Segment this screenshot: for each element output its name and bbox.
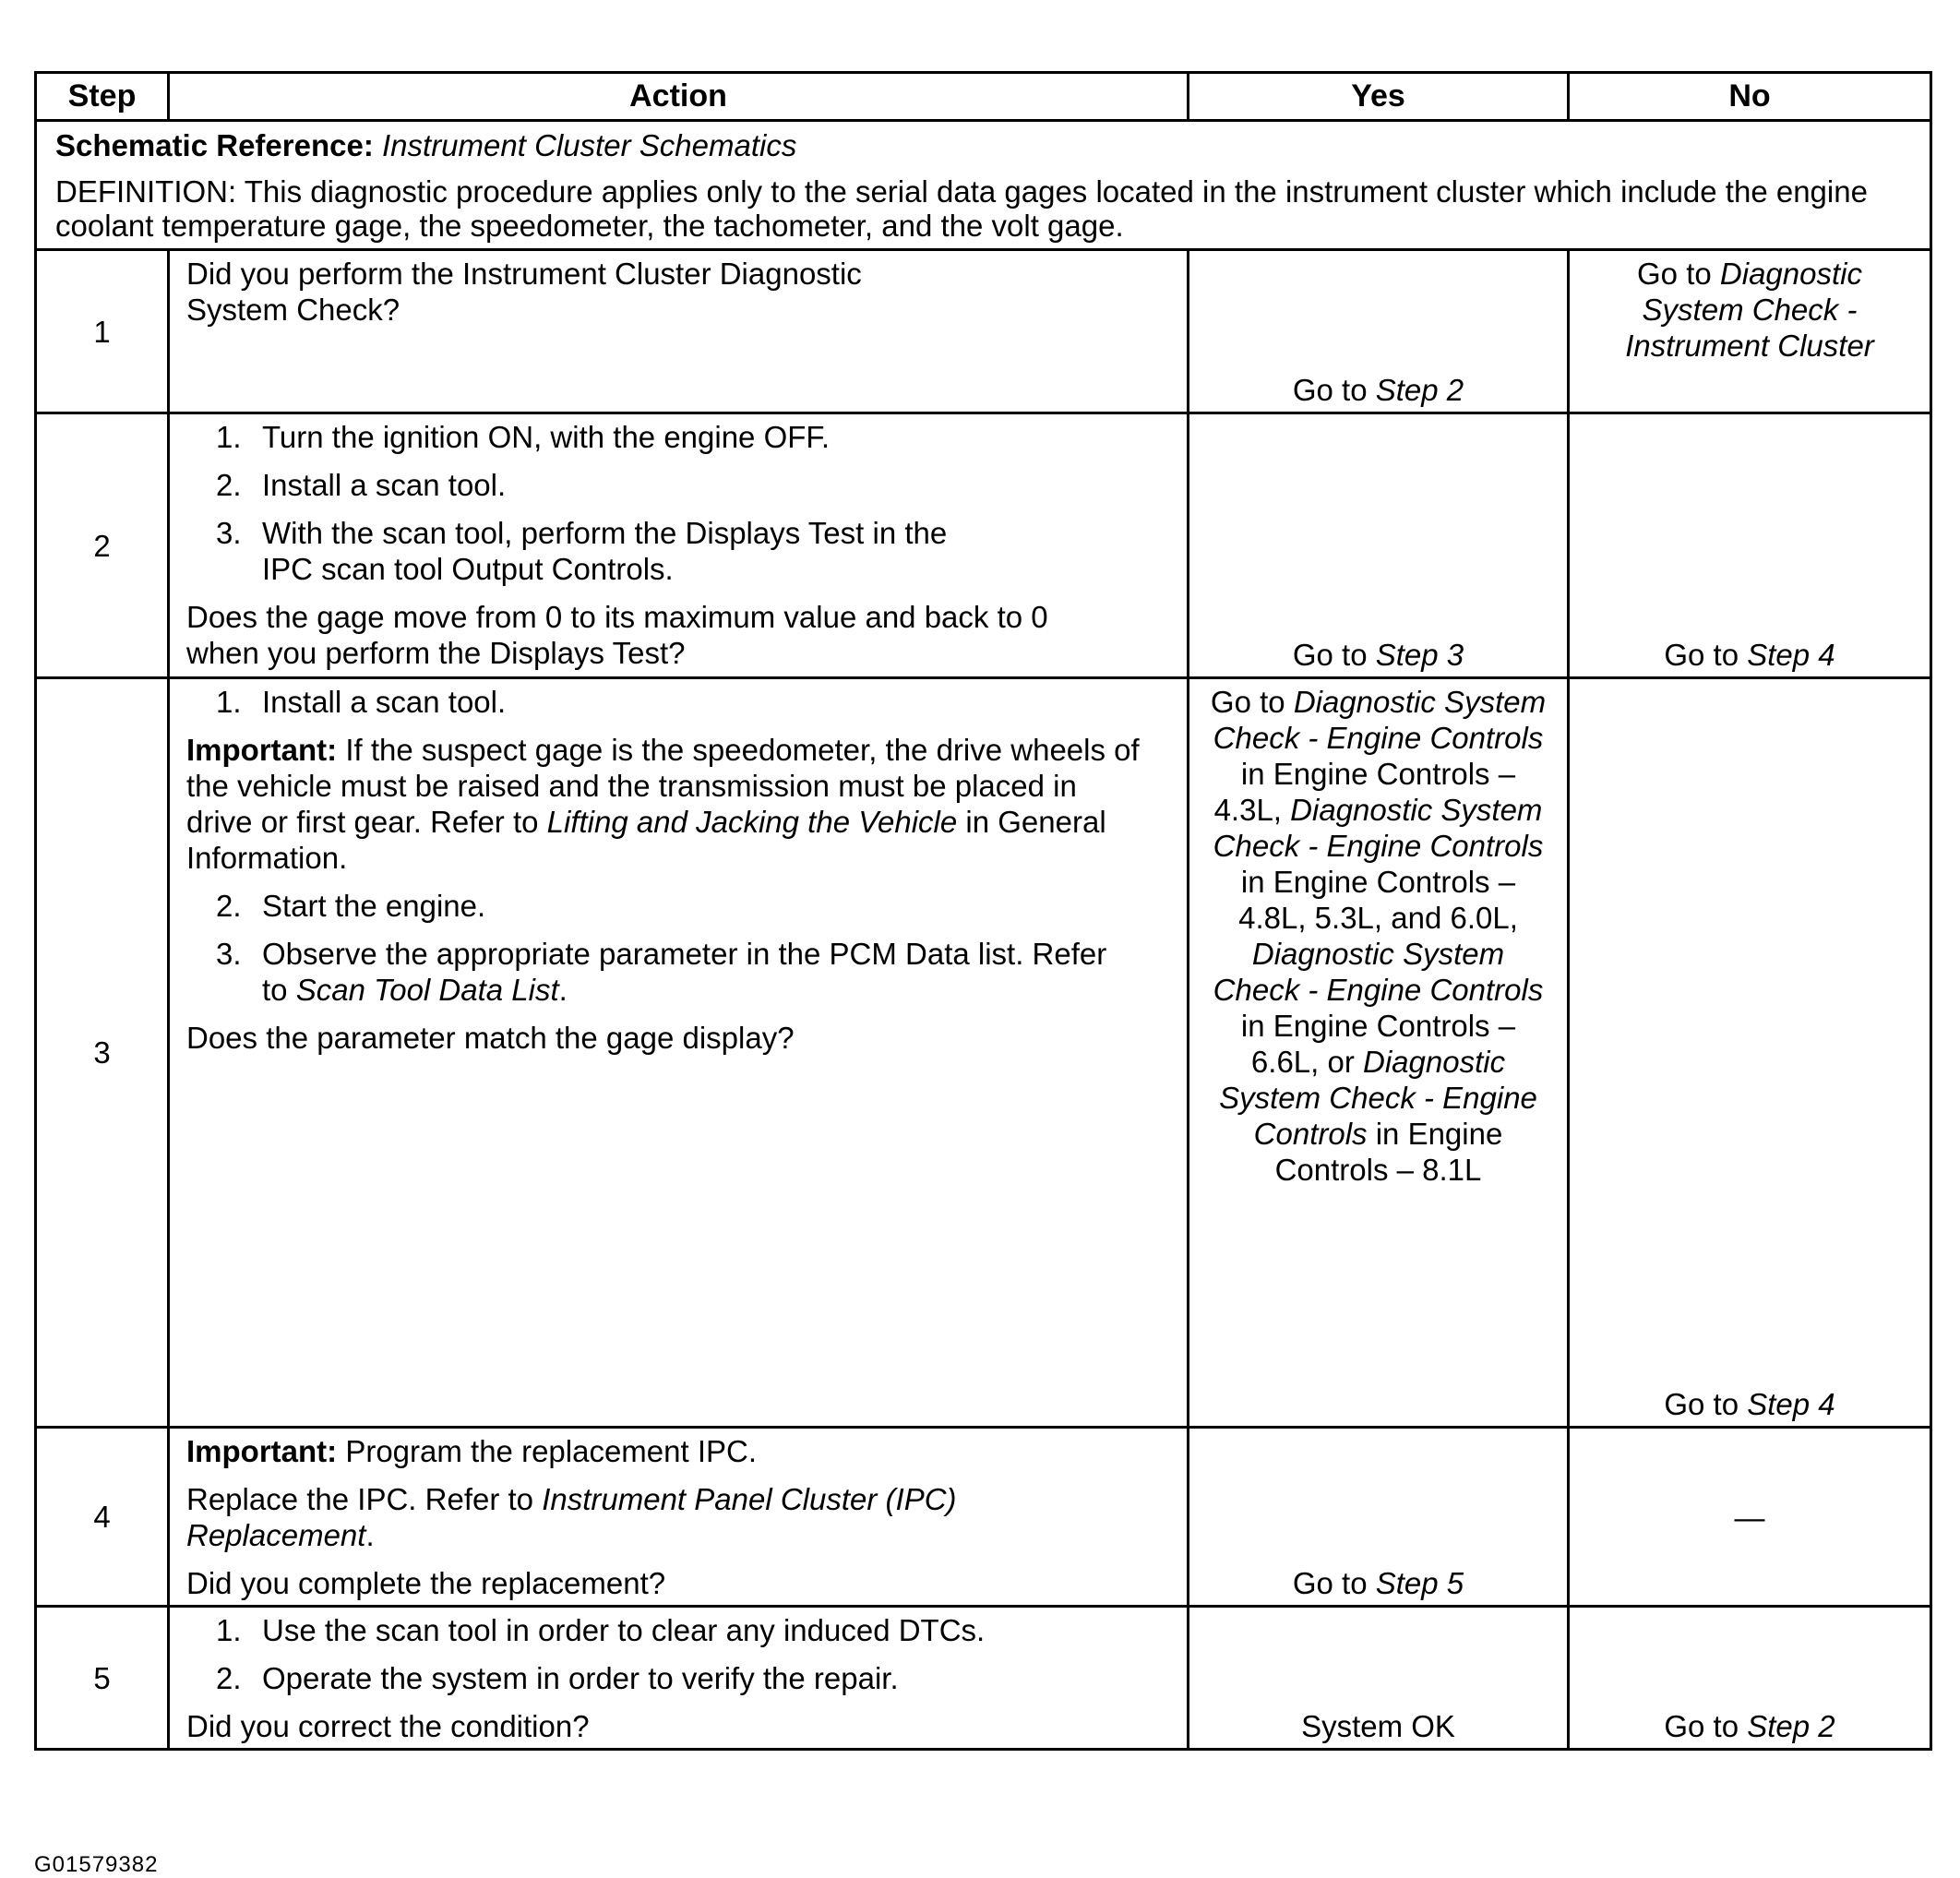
list-item bbox=[186, 515, 1174, 587]
header-step: Step bbox=[36, 73, 169, 121]
schematic-reference-value: Instrument Cluster Schematics bbox=[382, 128, 797, 162]
instruction-list bbox=[186, 419, 1174, 587]
step1-question: Did you perform the Instrument Cluster Diagnostic System Check? bbox=[186, 257, 862, 327]
step-number: 2 bbox=[36, 413, 169, 678]
instruction-list bbox=[186, 1612, 1174, 1696]
important-note bbox=[186, 732, 1146, 876]
yes-cell bbox=[1189, 678, 1569, 1428]
list-item bbox=[186, 888, 1174, 924]
instruction-list bbox=[186, 888, 1174, 1008]
yes-prefix: Go to bbox=[1292, 638, 1376, 672]
yes-text-fragment: Go to bbox=[1210, 685, 1294, 719]
list-item-text: Start the engine. bbox=[262, 889, 486, 923]
yes-cell bbox=[1189, 1428, 1569, 1607]
no-cell bbox=[1569, 678, 1931, 1428]
no-cell bbox=[1569, 413, 1931, 678]
reference-row bbox=[36, 121, 1931, 250]
link-ipc-replacement[interactable]: Instrument Panel Cluster (IPC) Replacement bbox=[186, 1482, 957, 1552]
list-item-number: 2. bbox=[216, 1661, 242, 1695]
list-item-text: Use the scan tool in order to clear any induced DTCs. bbox=[262, 1613, 986, 1647]
step4-question: Did you complete the replacement? bbox=[186, 1566, 666, 1600]
yes-text-fragment: in Engine Controls – 8.1L bbox=[1274, 1117, 1503, 1187]
important-text: Program the replacement IPC. bbox=[345, 1434, 758, 1468]
link-diagnostic-system-check-engine-controls[interactable]: Diagnostic System Check - Engine Controls bbox=[1213, 793, 1544, 863]
no-link-step-2[interactable]: Step 2 bbox=[1747, 1709, 1835, 1743]
step5-question: Did you correct the condition? bbox=[186, 1709, 590, 1743]
yes-link-step-5[interactable]: Step 5 bbox=[1375, 1566, 1464, 1600]
yes-link-step-3[interactable]: Step 3 bbox=[1375, 638, 1464, 672]
list-item-number: 2. bbox=[216, 889, 242, 923]
important-label: Important: bbox=[186, 733, 338, 767]
step-row-1 bbox=[36, 250, 1931, 413]
no-prefix: Go to bbox=[1664, 1387, 1748, 1421]
list-item bbox=[186, 467, 1174, 503]
action-cell bbox=[169, 250, 1189, 413]
list-item-text: Operate the system in order to verify the repair. bbox=[262, 1661, 899, 1695]
no-link-diagnostic-system-check[interactable]: Diagnostic System Check - Instrument Cluster bbox=[1625, 257, 1874, 363]
yes-text-fragment: in Engine Controls – 4.3L, bbox=[1213, 757, 1516, 827]
link-diagnostic-system-check-engine-controls[interactable]: Diagnostic System Check - Engine Controls bbox=[1213, 685, 1547, 755]
replace-suffix: . bbox=[365, 1518, 375, 1552]
yes-cell bbox=[1189, 413, 1569, 678]
step-number: 4 bbox=[36, 1428, 169, 1607]
list-item bbox=[186, 936, 1174, 1008]
list-item-text: Install a scan tool. bbox=[262, 685, 507, 719]
header-action: Action bbox=[169, 73, 1189, 121]
step3-question: Does the parameter match the gage display? bbox=[186, 1021, 795, 1055]
action-cell bbox=[169, 1607, 1189, 1750]
yes-cell bbox=[1189, 250, 1569, 413]
step-row-4 bbox=[36, 1428, 1931, 1607]
step-number: 5 bbox=[36, 1607, 169, 1750]
yes-prefix: Go to bbox=[1292, 1566, 1376, 1600]
yes-engine-controls-references bbox=[1197, 684, 1560, 1188]
action-cell bbox=[169, 413, 1189, 678]
no-cell bbox=[1569, 250, 1931, 413]
link-diagnostic-system-check-engine-controls[interactable]: Diagnostic System Check - Engine Controls bbox=[1213, 937, 1544, 1007]
list-item-text: With the scan tool, perform the Displays Test in the IPC scan tool Output Controls. bbox=[262, 516, 948, 586]
list-item-number: 1. bbox=[216, 420, 242, 454]
step2-question: Does the gage move from 0 to its maximum value and back to 0 when you perform the Displays Test? bbox=[186, 600, 1048, 670]
instruction-list bbox=[186, 684, 1174, 720]
list-item-number: 3. bbox=[216, 516, 242, 550]
replace-instruction bbox=[186, 1481, 1072, 1553]
link-lifting-and-jacking[interactable]: Lifting and Jacking the Vehicle bbox=[546, 805, 958, 839]
diagnostic-table-sheet bbox=[34, 71, 1930, 1877]
replace-text: Replace the IPC. Refer to bbox=[186, 1482, 543, 1516]
link-diagnostic-system-check-engine-controls[interactable]: Diagnostic System Check - Engine Controls bbox=[1219, 1045, 1537, 1151]
no-prefix: Go to bbox=[1664, 1709, 1748, 1743]
step-number: 1 bbox=[36, 250, 169, 413]
no-dash: — bbox=[1734, 1500, 1765, 1535]
list-item bbox=[186, 419, 1174, 455]
diagnostic-table bbox=[34, 71, 1932, 1751]
no-prefix: Go to bbox=[1664, 638, 1748, 672]
important-suffix: in General Information. bbox=[186, 805, 1106, 875]
step-row-5 bbox=[36, 1607, 1931, 1750]
list-item bbox=[186, 684, 1174, 720]
yes-prefix: Go to bbox=[1292, 373, 1376, 407]
list-item bbox=[186, 1660, 1174, 1696]
no-link-step-4[interactable]: Step 4 bbox=[1747, 1387, 1835, 1421]
list-item bbox=[186, 1612, 1174, 1648]
list-item-number: 2. bbox=[216, 468, 242, 502]
list-item-text: Install a scan tool. bbox=[262, 468, 507, 502]
action-cell bbox=[169, 1428, 1189, 1607]
figure-id: G01579382 bbox=[34, 1852, 159, 1877]
no-link-step-4[interactable]: Step 4 bbox=[1747, 638, 1835, 672]
header-no: No bbox=[1569, 73, 1931, 121]
yes-link-step-2[interactable]: Step 2 bbox=[1375, 373, 1464, 407]
list-item-number: 1. bbox=[216, 685, 242, 719]
no-cell bbox=[1569, 1428, 1931, 1607]
yes-text-fragment: in Engine Controls – 4.8L, 5.3L, and 6.0L, bbox=[1238, 865, 1518, 935]
important-text: If the suspect gage is the speedometer, the drive wheels of the vehicle must be raised and the transmission must be placed in drive or first gear. Refer to bbox=[186, 733, 1140, 839]
list-item-text: Turn the ignition ON, with the engine OFF. bbox=[262, 420, 831, 454]
no-cell bbox=[1569, 1607, 1931, 1750]
list-item-number: 3. bbox=[216, 937, 242, 971]
no-prefix: Go to bbox=[1637, 257, 1720, 291]
header-yes: Yes bbox=[1189, 73, 1569, 121]
schematic-reference bbox=[55, 127, 1911, 163]
step-number: 3 bbox=[36, 678, 169, 1428]
schematic-reference-label: Schematic Reference: bbox=[55, 128, 374, 162]
definition-text: DEFINITION: This diagnostic procedure applies only to the serial data gages located in the instrument cluster which include the engine coolant temperature gage, the speedometer, the tachometer, and the volt gage. bbox=[55, 174, 1868, 243]
yes-text-fragment: in Engine Controls – 6.6L, or bbox=[1240, 1009, 1516, 1079]
action-cell bbox=[169, 678, 1189, 1428]
yes-cell bbox=[1189, 1607, 1569, 1750]
yes-system-ok: System OK bbox=[1301, 1709, 1455, 1743]
list-item-number: 1. bbox=[216, 1613, 242, 1647]
link-scan-tool-data-list[interactable]: Scan Tool Data List bbox=[295, 973, 559, 1007]
list-item-text: Observe the appropriate parameter in the PCM Data list. Refer to bbox=[262, 937, 1107, 1007]
important-note bbox=[186, 1433, 1174, 1469]
header-row bbox=[36, 73, 1931, 121]
reference-cell bbox=[36, 121, 1931, 250]
important-label: Important: bbox=[186, 1434, 338, 1468]
list-item-suffix: . bbox=[558, 973, 568, 1007]
step-row-3 bbox=[36, 678, 1931, 1428]
step-row-2 bbox=[36, 413, 1931, 678]
